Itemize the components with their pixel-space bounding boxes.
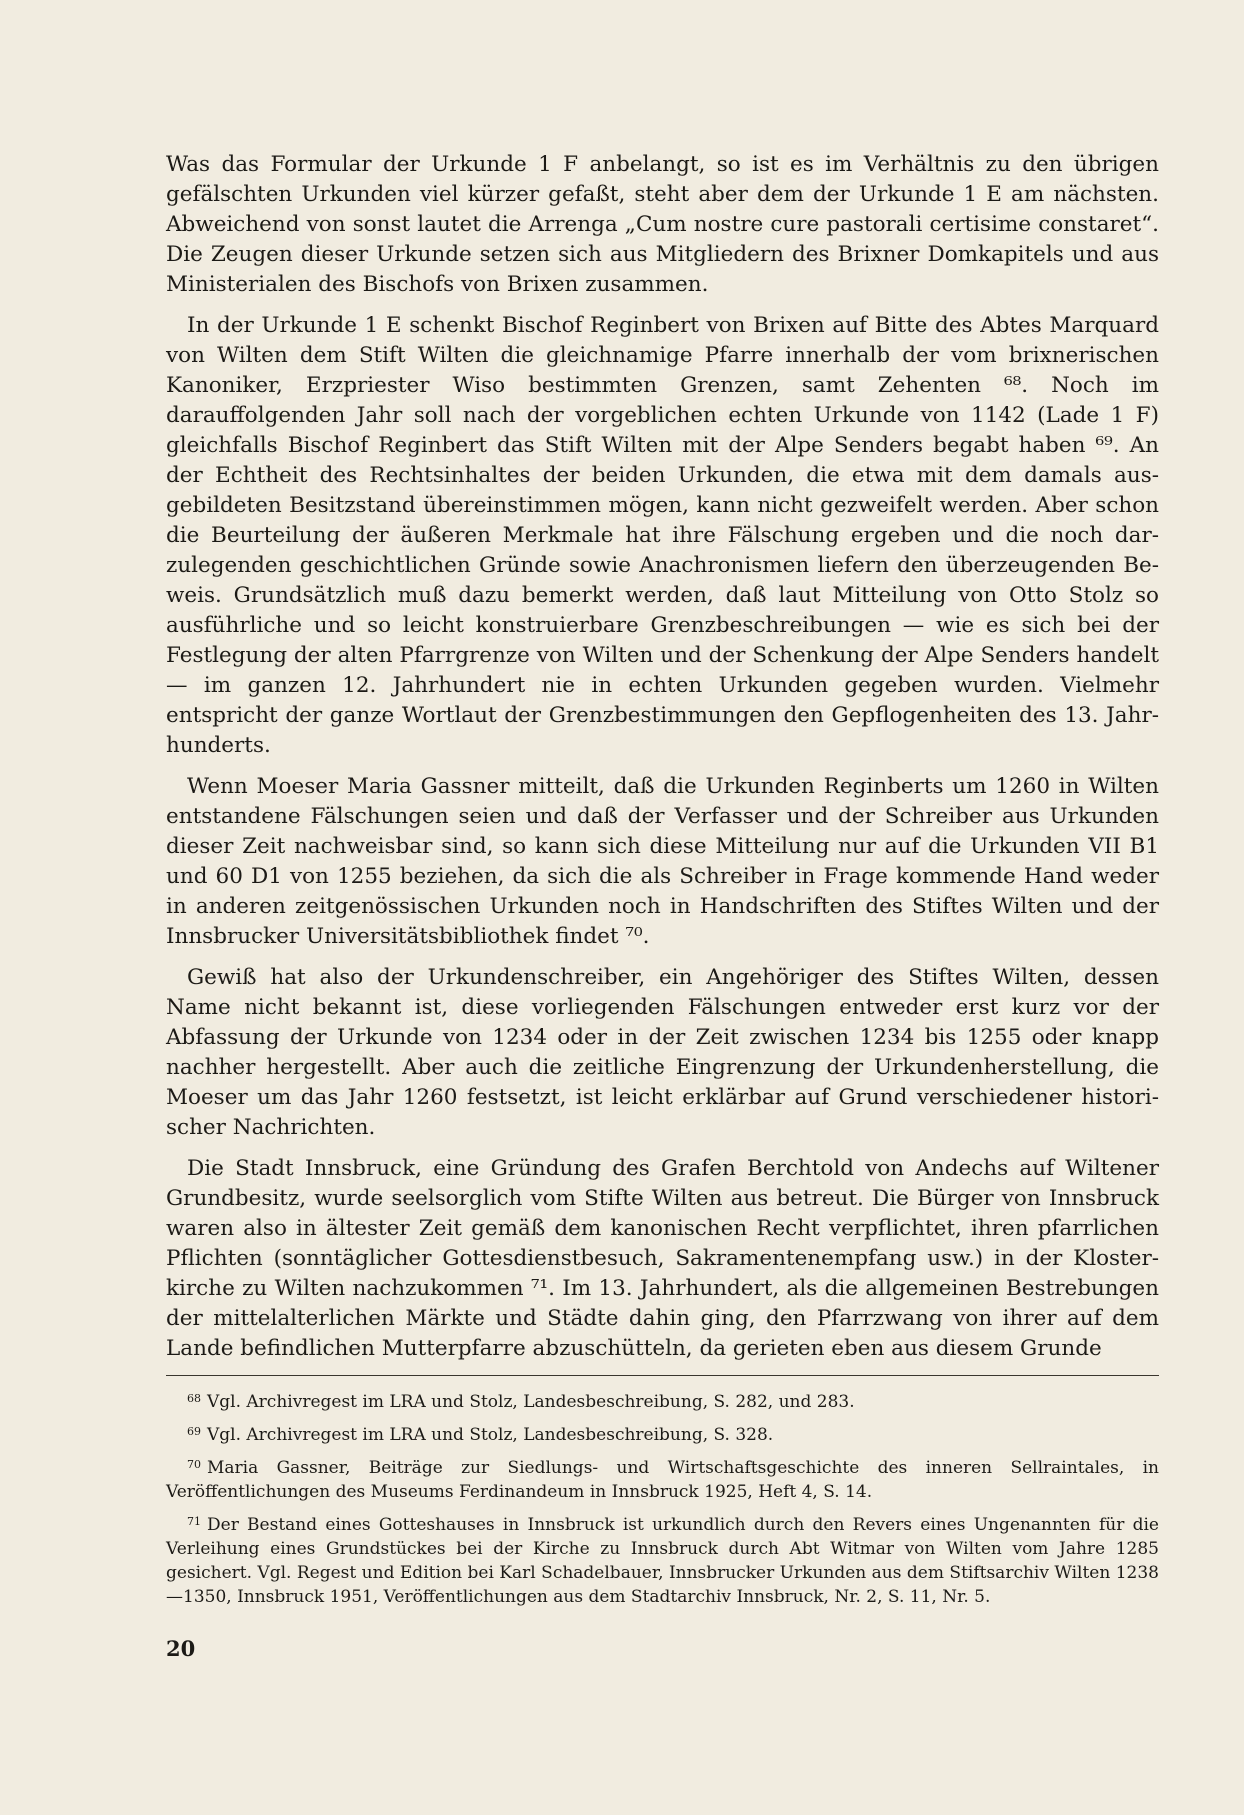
footnote-text: Vgl. Archivregest im LRA und Stolz, Landesbeschreibung, S. 328. xyxy=(207,1425,774,1445)
footnote-number: 68 xyxy=(187,1392,201,1405)
footnote-68 xyxy=(166,1387,1159,1414)
footnote-number: 71 xyxy=(187,1515,201,1528)
body-paragraph-3: Wenn Moeser Maria Gassner mitteilt, daß die Urkunden Reginberts um 1260 in Wilten entstandene Fälschungen seien und daß der Verfasser und der Schreiber aus Urkunden dieser Zeit nachweisbar sind, so kann sich diese Mitteilung nur auf die Urkunden VII B1 und 60 D1 von 1255 beziehen, da sich die als Schreiber in Frage kommende Hand weder in anderen zeitgenössischen Urkunden noch in Handschriften des Stiftes Wilten und der Innsbrucker Universitätsbibliothek findet ⁷⁰. xyxy=(166,774,1159,949)
footnote-text: Maria Gassner, Beiträge zur Siedlungs- und Wirtschaftsgeschichte des inneren Sellraintales, in Veröffentlichungen des Museums Ferdinandeum in Innsbruck 1925, Heft 4, S. 14. xyxy=(166,1458,1159,1502)
footnotes xyxy=(166,1387,1159,1609)
body-paragraph-1: Was das Formular der Urkunde 1 F anbelangt, so ist es im Verhältnis zu den übrigen gefälschten Urkunden viel kürzer gefaßt, steht aber dem der Urkunde 1 E am nächsten. Abweichend von sonst lautet die Arrenga „Cum nostre cure pastorali certisime constaret“. Die Zeugen dieser Urkunde setzen sich aus Mitgliedern des Brixner Domkapitels und aus Ministerialen des Bischofs von Brixen zusammen. xyxy=(166,152,1159,297)
footnote-number: 69 xyxy=(187,1425,201,1438)
footnote-text: Der Bestand eines Gotteshauses in Innsbruck ist urkundlich durch den Revers eines Ungenannten für die Verleihung eines Grundstückes bei der Kirche zu Innsbruck durch Abt Witmar von Wilten vom Jahre 1285 gesichert. Vgl. Regest und Edition bei Karl Schadelbauer, Innsbrucker Urkunden aus dem Stiftsarchiv Wilten 1238—1350, Innsbruck 1951, Veröffentlichungen aus dem Stadtarchiv Innsbruck, Nr. 2, S. 11, Nr. 5. xyxy=(166,1515,1159,1607)
page-number: 20 xyxy=(166,1636,196,1661)
footnote-69 xyxy=(166,1420,1159,1447)
body-paragraph-2: In der Urkunde 1 E schenkt Bischof Reginbert von Brixen auf Bitte des Abtes Marquard von Wilten dem Stift Wilten die gleichnamige Pfarre innerhalb der vom brixnerischen Kanoniker, Erzpriester Wiso bestimmten Grenzen, samt Zehenten ⁶⁸. Noch im darauffolgenden Jahr soll nach der vorgeblichen echten Urkunde von 1142 (Lade 1 F) gleichfalls Bischof Reginbert das Stift Wilten mit der Alpe Senders begabt haben ⁶⁹. An der Echtheit des Rechtsinhaltes der beiden Urkunden, die etwa mit dem damals ausgebildeten Besitzstand übereinstimmen mögen, kann nicht gezweifelt werden. Aber schon die Beurteilung der äußeren Merkmale hat ihre Fälschung ergeben und die noch darzulegenden geschichtlichen Gründe sowie Anachronismen liefern den überzeugenden Beweis. Grundsätzlich muß dazu bemerkt werden, daß laut Mitteilung von Otto Stolz so ausführliche und so leicht konstruierbare Grenzbeschreibungen — wie es sich bei der Festlegung der alten Pfarrgrenze von Wilten und der Schenkung der Alpe Senders handelt — im ganzen 12. Jahrhundert nie in echten Urkunden gegeben wurden. Vielmehr entspricht der ganze Wortlaut der Grenzbestimmungen den Gepflogenheiten des 13. Jahrhunderts. xyxy=(166,313,1159,758)
footnote-text: Vgl. Archivregest im LRA und Stolz, Landesbeschreibung, S. 282, und 283. xyxy=(207,1392,855,1412)
footnote-70 xyxy=(166,1453,1159,1504)
footnote-divider xyxy=(166,1375,1159,1376)
page-body xyxy=(166,150,1159,1615)
footnote-71 xyxy=(166,1510,1159,1609)
body-paragraph-4: Gewiß hat also der Urkundenschreiber, ein Angehöriger des Stiftes Wilten, dessen Name nicht bekannt ist, diese vorliegenden Fälschungen entweder erst kurz vor der Abfassung der Urkunde von 1234 oder in der Zeit zwischen 1234 bis 1255 oder knapp nachher hergestellt. Aber auch die zeitliche Eingrenzung der Urkundenherstellung, die Moeser um das Jahr 1260 festsetzt, ist leicht erklärbar auf Grund verschiedener historischer Nachrichten. xyxy=(166,965,1159,1140)
body-paragraph-5: Die Stadt Innsbruck, eine Gründung des Grafen Berchtold von Andechs auf Wiltener Grundbesitz, wurde seelsorglich vom Stifte Wilten aus betreut. Die Bürger von Innsbruck waren also in ältester Zeit gemäß dem kanonischen Recht verpflichtet, ihren pfarrlichen Pflichten (sonntäglicher Gottesdienstbesuch, Sakramentenempfang usw.) in der Klosterkirche zu Wilten nachzukommen ⁷¹. Im 13. Jahrhundert, als die allgemeinen Bestrebungen der mittelalterlichen Märkte und Städte dahin ging, den Pfarrzwang von ihrer auf dem Lande befindlichen Mutterpfarre abzuschütteln, da gerieten eben aus diesem Grunde xyxy=(166,1156,1159,1361)
footnote-number: 70 xyxy=(187,1458,201,1471)
